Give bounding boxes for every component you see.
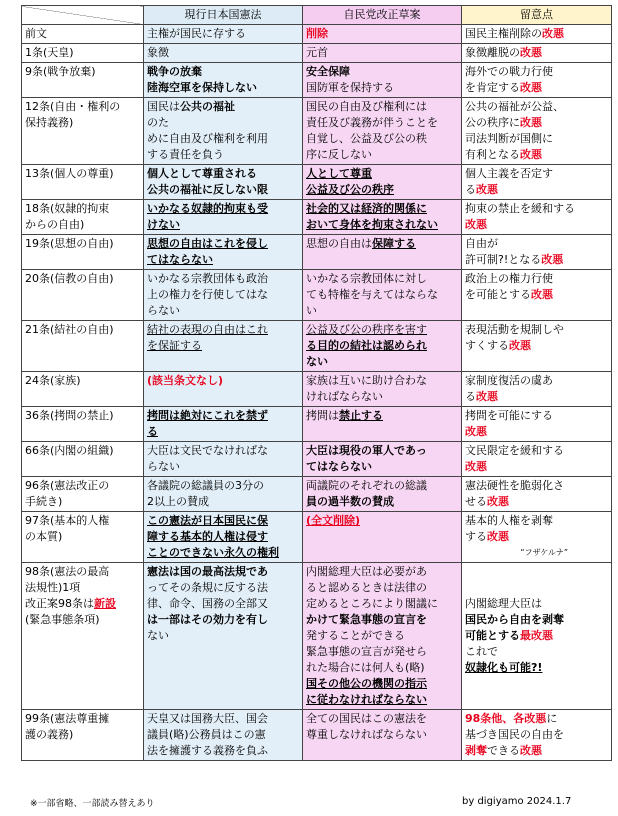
draft-text-cell: いかなる宗教団体に対し ても特権を与えてはならな い bbox=[303, 270, 462, 321]
current-text-cell: (該当条文なし) bbox=[144, 372, 303, 407]
current-text-cell: この憲法が日本国民に保 障する基本的人権は侵す ことのできない永久の権利 bbox=[144, 512, 303, 563]
draft-text-cell: (全文削除) bbox=[303, 512, 462, 563]
note-cell: 内閣総理大臣は 国民から自由を剥奪 可能とする最改悪 これで 奴隷化も可能?! bbox=[462, 563, 612, 710]
current-text-cell: 主権が国民に存する bbox=[144, 25, 303, 44]
article-cell: 20条(信教の自由) bbox=[22, 270, 144, 321]
note-cell: 拷問を可能にする 改悪 bbox=[462, 407, 612, 442]
table-row bbox=[22, 372, 612, 407]
note-cell: 個人主義を否定す る改悪 bbox=[462, 165, 612, 200]
table-row bbox=[22, 270, 612, 321]
current-text-cell: 憲法は国の最高法規であ ってその条規に反する法 律、命令、国務の全部又 は一部はその効力を有し ない bbox=[144, 563, 303, 710]
current-text-cell: 各議院の総議員の3分の 2以上の賛成 bbox=[144, 477, 303, 512]
table-row bbox=[22, 442, 612, 477]
draft-text-cell: 家族は互いに助け合わな ければならない bbox=[303, 372, 462, 407]
article-cell: 24条(家族) bbox=[22, 372, 144, 407]
note-cell: 公共の福祉が公益、 公の秩序に改悪 司法判断が国側に 有利となる改悪 bbox=[462, 98, 612, 165]
note-cell: 98条他、各改悪に 基づき国民の自由を 剥奪できる改悪 bbox=[462, 710, 612, 761]
draft-text-cell: 拷問は禁止する bbox=[303, 407, 462, 442]
table-row bbox=[22, 563, 612, 710]
current-text-cell: いかなる奴隷的拘束も受 けない bbox=[144, 200, 303, 235]
article-cell: 18条(奴隷的拘束 からの自由) bbox=[22, 200, 144, 235]
note-cell: 表現活動を規制しや すくする改悪 bbox=[462, 321, 612, 372]
current-text-cell: 国民は公共の福祉 のた めに自由及び権利を利用 する責任を負う bbox=[144, 98, 303, 165]
draft-text-cell: 国民の自由及び権利には 責任及び義務が伴うことを 自覚し、公益及び公の秩 序に反しない bbox=[303, 98, 462, 165]
note-cell: 海外での戦力行使 を肯定する改悪 bbox=[462, 63, 612, 98]
draft-text-cell: 社会的又は経済的関係に おいて身体を拘束されない bbox=[303, 200, 462, 235]
furigana-annotation: “フザケルナ” bbox=[520, 548, 568, 557]
table-row bbox=[22, 407, 612, 442]
header-ldp-draft: 自民党改正草案 bbox=[303, 6, 462, 25]
current-text-cell: いかなる宗教団体も政治 上の権力を行使してはな らない bbox=[144, 270, 303, 321]
article-cell: 19条(思想の自由) bbox=[22, 235, 144, 270]
table-row bbox=[22, 98, 612, 165]
current-text-cell: 象徴 bbox=[144, 44, 303, 63]
draft-text-cell: 内閣総理大臣は必要があ ると認めるときは法律の 定めるところにより閣議に かけて緊急事態の宣言を 発することができる 緊急事態の宣言が発せら れた場合には何人も(略) 国その他公の機関の指示 に従わなければならない bbox=[303, 563, 462, 710]
note-cell: 自由が 許可制?!となる改悪 bbox=[462, 235, 612, 270]
current-text-cell: 思想の自由はこれを侵し てはならない bbox=[144, 235, 303, 270]
note-cell: 拘束の禁止を緩和する 改悪 bbox=[462, 200, 612, 235]
header-corner bbox=[22, 6, 144, 25]
article-cell: 21条(結社の自由) bbox=[22, 321, 144, 372]
current-text-cell: 戦争の放棄 陸海空軍を保持しない bbox=[144, 63, 303, 98]
footnote: ※一部省略、一部読み替えあり bbox=[30, 799, 155, 809]
current-text-cell: 大臣は文民でなければな らない bbox=[144, 442, 303, 477]
header-current-constitution: 現行日本国憲法 bbox=[144, 6, 303, 25]
note-cell: 憲法硬性を脆弱化さ せる改悪 bbox=[462, 477, 612, 512]
author-credit: by digiyamo 2024.1.7 bbox=[462, 796, 572, 807]
table-row bbox=[22, 44, 612, 63]
table-row bbox=[22, 63, 612, 98]
article-cell: 1条(天皇) bbox=[22, 44, 144, 63]
article-cell: 66条(内閣の組織) bbox=[22, 442, 144, 477]
draft-text-cell: 公益及び公の秩序を害す る目的の結社は認められ ない bbox=[303, 321, 462, 372]
current-text-cell: 個人として尊重される 公共の福祉に反しない限 bbox=[144, 165, 303, 200]
note-cell: 文民限定を緩和する 改悪 bbox=[462, 442, 612, 477]
table-row bbox=[22, 477, 612, 512]
draft-text-cell: 削除 bbox=[303, 25, 462, 44]
table-row bbox=[22, 512, 612, 563]
table-row bbox=[22, 200, 612, 235]
article-cell: 12条(自由・権利の 保持義務) bbox=[22, 98, 144, 165]
draft-text-cell: 人として尊重 公益及び公の秩序 bbox=[303, 165, 462, 200]
article-cell: 99条(憲法尊重擁 護の義務) bbox=[22, 710, 144, 761]
draft-text-cell: 安全保障 国防軍を保持する bbox=[303, 63, 462, 98]
comparison-table bbox=[21, 5, 612, 761]
table-row bbox=[22, 165, 612, 200]
header-notes: 留意点 bbox=[462, 6, 612, 25]
note-cell: 国民主権削除の改悪 bbox=[462, 25, 612, 44]
current-text-cell: 天皇又は国務大臣、国会 議員(略)公務員はこの憲 法を擁護する義務を負ふ bbox=[144, 710, 303, 761]
article-cell: 96条(憲法改正の 手続き) bbox=[22, 477, 144, 512]
article-cell: 13条(個人の尊重) bbox=[22, 165, 144, 200]
table-row bbox=[22, 710, 612, 761]
note-cell: 基本的人権を剥奪 する改悪 “フザケルナ” bbox=[462, 512, 612, 563]
note-cell: 政治上の権力行使 を可能とする改悪 bbox=[462, 270, 612, 321]
current-text-cell: 結社の表現の自由はこれ を保証する bbox=[144, 321, 303, 372]
article-cell: 前文 bbox=[22, 25, 144, 44]
article-cell: 97条(基本的人権 の本質) bbox=[22, 512, 144, 563]
article-cell: 9条(戦争放棄) bbox=[22, 63, 144, 98]
table-row bbox=[22, 235, 612, 270]
current-text-cell: 拷問は絶対にこれを禁ず る bbox=[144, 407, 303, 442]
note-cell: 象徴離脱の改悪 bbox=[462, 44, 612, 63]
article-cell: 36条(拷問の禁止) bbox=[22, 407, 144, 442]
note-cell: 家制度復活の虞あ る改悪 bbox=[462, 372, 612, 407]
article-cell: 98条(憲法の最高 法規性)1項 改正案98条は新設 (緊急事態条項) bbox=[22, 563, 144, 710]
table-row bbox=[22, 25, 612, 44]
draft-text-cell: 元首 bbox=[303, 44, 462, 63]
table-row bbox=[22, 321, 612, 372]
draft-text-cell: 全ての国民はこの憲法を 尊重しなければならない bbox=[303, 710, 462, 761]
draft-text-cell: 両議院のそれぞれの総議 員の過半数の賛成 bbox=[303, 477, 462, 512]
draft-text-cell: 大臣は現役の軍人であっ てはならない bbox=[303, 442, 462, 477]
header-row bbox=[22, 6, 612, 25]
draft-text-cell: 思想の自由は保障する bbox=[303, 235, 462, 270]
